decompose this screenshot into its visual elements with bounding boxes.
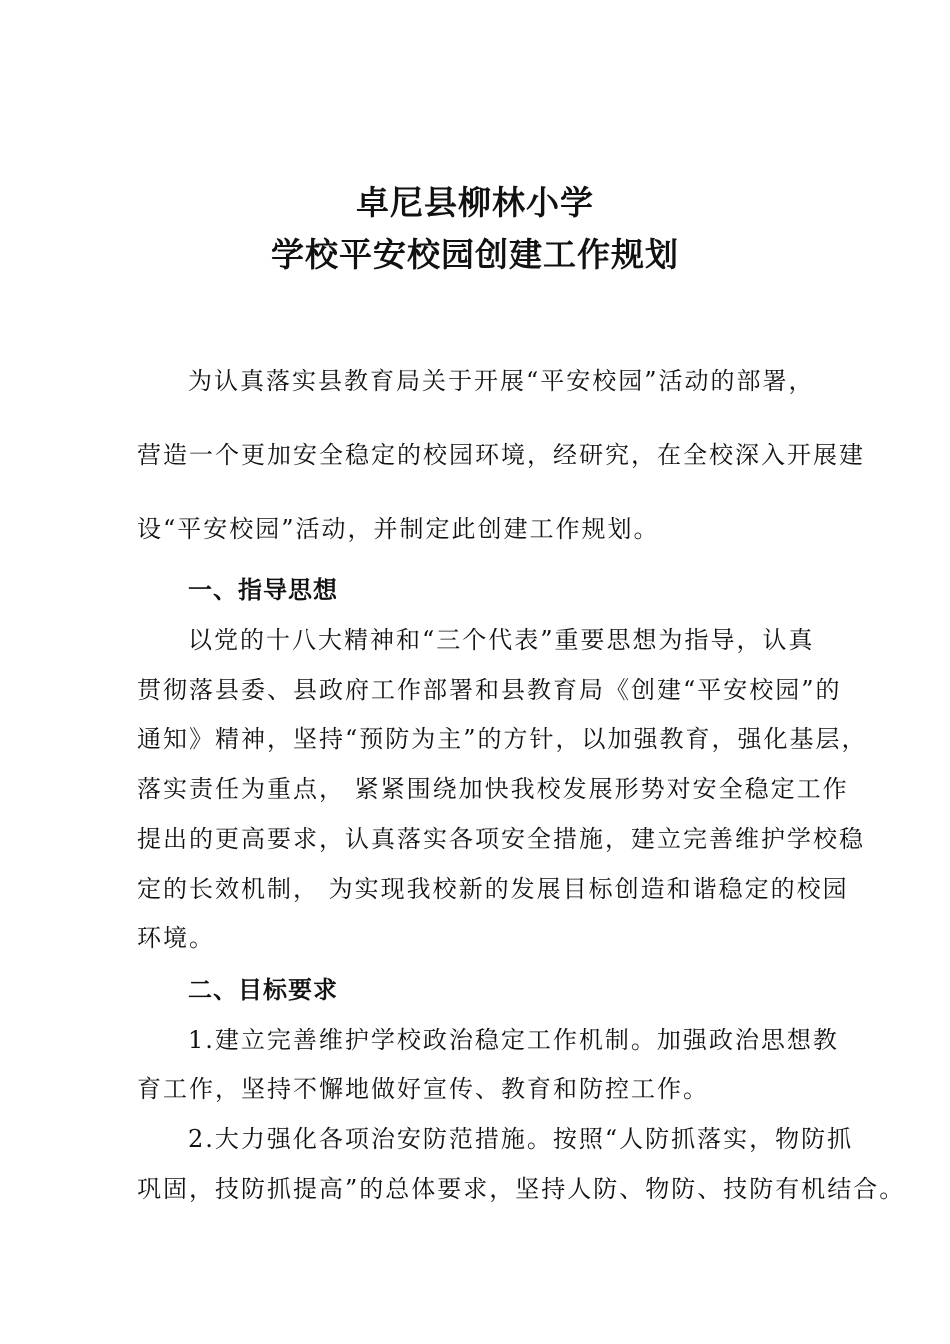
section2-line: 2.大力强化各项治安防范措施。按照“人防抓落实，物防抓 (188, 1125, 854, 1153)
intro-line: 为认真落实县教育局关于开展“平安校园”活动的部署， (188, 367, 815, 395)
section2-line: 巩固，技防抓提高”的总体要求，坚持人防、物防、技防有机结合。 (137, 1175, 906, 1203)
document-title-plan: 学校平安校园创建工作规划 (271, 235, 679, 274)
section1-line: 贯彻落县委、县政府工作部署和县教育局《创建“平安校园”的 (137, 676, 842, 704)
section1-line: 定的长效机制， 为实现我校新的发展目标创造和谐稳定的校园 (137, 875, 849, 903)
section1-line: 落实责任为重点， 紧紧围绕加快我校发展形势对安全稳定工作 (137, 775, 849, 803)
section1-line: 以党的十八大精神和“三个代表”重要思想为指导，认真 (188, 626, 815, 654)
section-heading-goals: 二、目标要求 (188, 976, 338, 1004)
section2-line: 1.建立完善维护学校政治稳定工作机制。加强政治思想教 (188, 1026, 839, 1054)
section-heading-guiding-ideology: 一、指导思想 (188, 576, 338, 604)
section1-line: 通知》精神，坚持“预防为主”的方针，以加强教育，强化基层， (137, 725, 868, 753)
section1-line: 提出的更高要求，认真落实各项安全措施，建立完善维护学校稳 (137, 825, 865, 853)
section1-line: 环境。 (137, 924, 215, 952)
section2-line: 育工作，坚持不懈地做好宣传、教育和防控工作。 (137, 1075, 709, 1103)
document-title-school: 卓尼县柳林小学 (356, 183, 594, 222)
intro-line: 设“平安校园”活动，并制定此创建工作规划。 (137, 515, 660, 543)
intro-line: 营造一个更加安全稳定的校园环境，经研究，在全校深入开展建 (137, 441, 865, 469)
